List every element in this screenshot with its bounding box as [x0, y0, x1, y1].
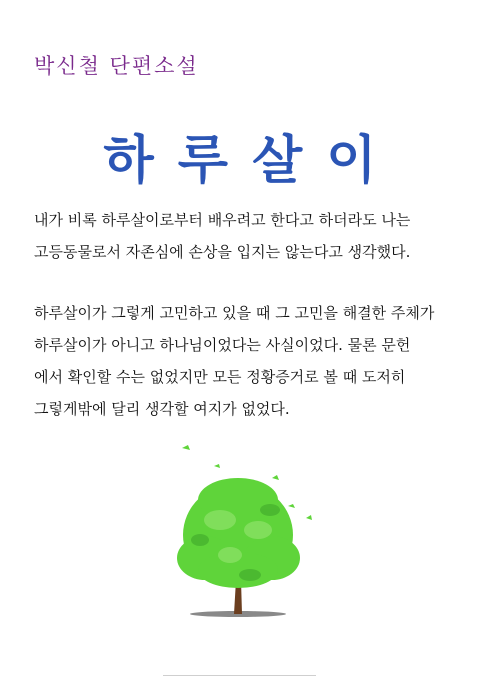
paragraph-line: 하루살이가 그렇게 고민하고 있을 때 그 고민을 해결한 주체가: [34, 304, 435, 322]
book-title: 하루살이: [103, 131, 401, 191]
paragraph-line: 그렇게밖에 달리 생각할 여지가 없었다.: [34, 400, 290, 418]
paragraph-line: 하루살이가 아니고 하나님이었다는 사실이었다. 물론 문헌: [34, 336, 411, 354]
page-divider: [163, 675, 316, 676]
paragraph-2: [34, 297, 454, 425]
tree-icon: [160, 440, 320, 620]
paragraph-1: [34, 204, 454, 268]
paragraph-line: 고등동물로서 자존심에 손상을 입지는 않는다고 생각했다.: [34, 243, 411, 261]
author-subtitle: 박신철 단편소설: [34, 54, 199, 78]
paragraph-line: 에서 확인할 수는 없었지만 모든 정황증거로 볼 때 도저히: [34, 368, 406, 386]
paragraph-line: 내가 비록 하루살이로부터 배우려고 한다고 하더라도 나는: [34, 211, 411, 229]
